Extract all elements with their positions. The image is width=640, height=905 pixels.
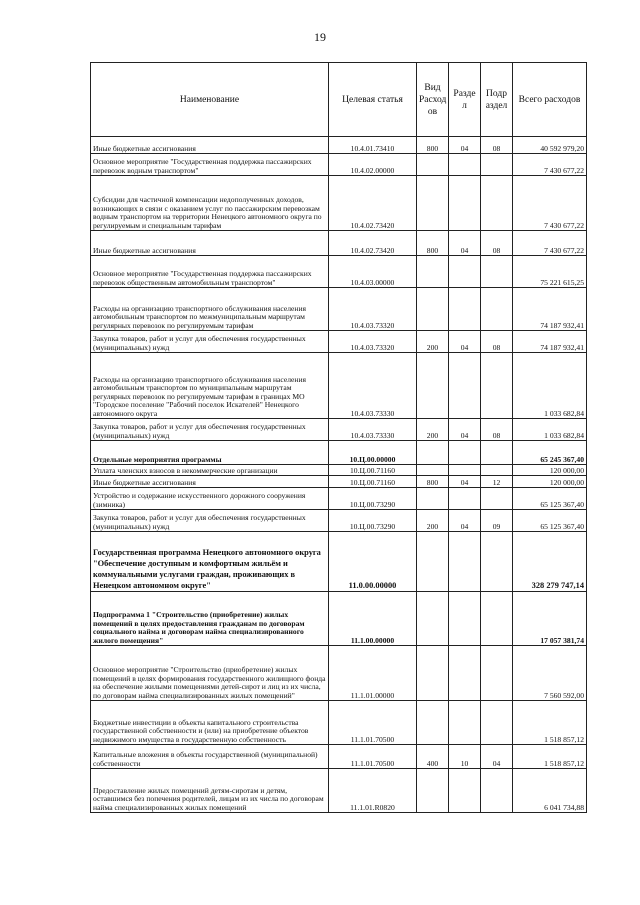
cell-vid: 200	[417, 510, 449, 532]
cell-vid	[417, 532, 449, 592]
table-row	[91, 465, 587, 476]
cell-razdel	[449, 488, 481, 510]
table-row	[91, 745, 587, 769]
cell-name: Расходы на организацию транспортного обслуживания населения автомобильным транспортом по муниципальным маршрутам регулярных перевозок по регулируемым тарифам в границах МО "Городское поселение "Рабочий поселок Искателей" Ненецкого автономного округа	[91, 353, 329, 419]
cell-vid: 800	[417, 476, 449, 488]
table-row	[91, 154, 587, 176]
cell-razdel: 04	[449, 231, 481, 256]
cell-code: 10.4.01.73410	[329, 137, 417, 154]
cell-podrazdel: 12	[481, 476, 513, 488]
cell-name: Закупка товаров, работ и услуг для обеспечения государственных (муниципальных) нужд	[91, 331, 329, 353]
cell-vid	[417, 646, 449, 701]
cell-name: Субсидии для частичной компенсации недополученных доходов, возникающих в связи с оказанием услуг по пассажирским перевозкам водным транспортом на территории Ненецкого автономного округа по регулируемым и специальным тарифам	[91, 176, 329, 231]
cell-vid	[417, 488, 449, 510]
cell-podrazdel	[481, 592, 513, 646]
cell-code: 11.1.01.00000	[329, 646, 417, 701]
cell-podrazdel	[481, 353, 513, 419]
cell-podrazdel: 09	[481, 510, 513, 532]
cell-code: 10.Ц.00.73290	[329, 510, 417, 532]
cell-podrazdel	[481, 176, 513, 231]
cell-podrazdel	[481, 532, 513, 592]
table-row	[91, 769, 587, 813]
budget-table	[90, 62, 587, 813]
table-row	[91, 476, 587, 488]
cell-total: 7 430 677,22	[513, 231, 587, 256]
cell-name: Расходы на организацию транспортного обслуживания населения автомобильным транспортом по межмуниципальным маршрутам регулярных перевозок по регулируемым тарифам	[91, 288, 329, 331]
header-podrazdel: Подр аздел	[481, 63, 513, 137]
cell-total: 74 187 932,41	[513, 331, 587, 353]
page-number: 19	[314, 30, 326, 44]
cell-podrazdel: 08	[481, 137, 513, 154]
cell-total: 40 592 979,20	[513, 137, 587, 154]
cell-name: Подпрограмма 1 "Строительство (приобретение) жилых помещений в целях предоставления гражданам по договорам социального найма и договорам найма специализированного жилого помещения"	[91, 592, 329, 646]
table-body	[91, 137, 587, 813]
cell-razdel: 10	[449, 745, 481, 769]
cell-name: Закупка товаров, работ и услуг для обеспечения государственных (муниципальных) нужд	[91, 510, 329, 532]
cell-podrazdel	[481, 154, 513, 176]
cell-name: Основное мероприятие "Строительство (приобретение) жилых помещений в целях формирования государственного жилищного фонда на обеспечение жилыми помещениями детей-сирот и лиц из их числа, по договорам найма специализированных жилых помещений"	[91, 646, 329, 701]
cell-razdel	[449, 154, 481, 176]
cell-podrazdel	[481, 465, 513, 476]
table-row	[91, 176, 587, 231]
cell-code: 10.4.02.00000	[329, 154, 417, 176]
table-row	[91, 510, 587, 532]
table-row	[91, 137, 587, 154]
cell-code: 10.4.02.73420	[329, 231, 417, 256]
cell-total: 17 057 381,74	[513, 592, 587, 646]
header-razdel: Разде л	[449, 63, 481, 137]
cell-vid	[417, 465, 449, 476]
cell-razdel: 04	[449, 331, 481, 353]
cell-code: 10.Ц.00.71160	[329, 476, 417, 488]
cell-code: 11.1.01.R0820	[329, 769, 417, 813]
table-row	[91, 701, 587, 745]
cell-vid: 400	[417, 745, 449, 769]
cell-total: 74 187 932,41	[513, 288, 587, 331]
cell-vid	[417, 256, 449, 288]
cell-code: 10.4.02.73420	[329, 176, 417, 231]
cell-razdel	[449, 288, 481, 331]
cell-total: 7 560 592,00	[513, 646, 587, 701]
cell-code: 11.1.01.70500	[329, 701, 417, 745]
cell-razdel	[449, 256, 481, 288]
cell-podrazdel	[481, 256, 513, 288]
cell-name: Отдельные мероприятия программы	[91, 441, 329, 465]
cell-name: Иные бюджетные ассигнования	[91, 231, 329, 256]
cell-total: 75 221 615,25	[513, 256, 587, 288]
cell-vid	[417, 769, 449, 813]
table-row	[91, 256, 587, 288]
cell-name: Предоставление жилых помещений детям-сиротам и детям, оставшимся без попечения родителей, лицам из их числа по договорам найма специализированных жилых помещений	[91, 769, 329, 813]
cell-podrazdel	[481, 488, 513, 510]
cell-total: 120 000,00	[513, 476, 587, 488]
cell-vid	[417, 441, 449, 465]
cell-code: 11.0.00.00000	[329, 532, 417, 592]
cell-code: 10.Ц.00.71160	[329, 465, 417, 476]
cell-name: Уплата членских взносов в некоммерческие организации	[91, 465, 329, 476]
table-row	[91, 532, 587, 592]
table-header-row	[91, 63, 587, 137]
cell-total: 1 518 857,12	[513, 745, 587, 769]
cell-vid	[417, 701, 449, 745]
cell-total: 65 125 367,40	[513, 488, 587, 510]
cell-podrazdel: 08	[481, 231, 513, 256]
table-row	[91, 331, 587, 353]
table-row	[91, 419, 587, 441]
header-name: Наименование	[91, 63, 329, 137]
cell-name: Государственная программа Ненецкого автономного округа "Обеспечение доступным и комфортным жильём и коммунальными услугами граждан, проживающих в Ненецком автономном округе"	[91, 532, 329, 592]
cell-razdel	[449, 353, 481, 419]
cell-podrazdel	[481, 701, 513, 745]
cell-vid: 200	[417, 419, 449, 441]
table-row	[91, 288, 587, 331]
cell-razdel	[449, 465, 481, 476]
table-row	[91, 353, 587, 419]
cell-total: 6 041 734,88	[513, 769, 587, 813]
cell-code: 10.4.03.73330	[329, 419, 417, 441]
cell-code: 11.1.01.70500	[329, 745, 417, 769]
cell-code: 10.4.03.73320	[329, 288, 417, 331]
cell-vid: 200	[417, 331, 449, 353]
cell-name: Основное мероприятие "Государственная поддержка пассажирских перевозок общественным автомобильным транспортом"	[91, 256, 329, 288]
cell-podrazdel	[481, 441, 513, 465]
cell-vid: 800	[417, 231, 449, 256]
cell-razdel	[449, 441, 481, 465]
cell-code: 10.Ц.00.73290	[329, 488, 417, 510]
cell-vid	[417, 288, 449, 331]
cell-razdel: 04	[449, 510, 481, 532]
cell-total: 1 033 682,84	[513, 353, 587, 419]
table-row	[91, 231, 587, 256]
table-row	[91, 592, 587, 646]
cell-total: 1 033 682,84	[513, 419, 587, 441]
cell-total: 1 518 857,12	[513, 701, 587, 745]
cell-vid	[417, 176, 449, 231]
cell-vid	[417, 154, 449, 176]
cell-total: 65 245 367,40	[513, 441, 587, 465]
cell-razdel	[449, 701, 481, 745]
table-row	[91, 488, 587, 510]
cell-razdel	[449, 176, 481, 231]
cell-vid: 800	[417, 137, 449, 154]
cell-total: 120 000,00	[513, 465, 587, 476]
cell-podrazdel	[481, 288, 513, 331]
cell-razdel: 04	[449, 476, 481, 488]
cell-code: 10.Ц.00.00000	[329, 441, 417, 465]
cell-podrazdel	[481, 646, 513, 701]
cell-name: Иные бюджетные ассигнования	[91, 137, 329, 154]
cell-podrazdel: 08	[481, 331, 513, 353]
cell-razdel: 04	[449, 137, 481, 154]
cell-razdel	[449, 769, 481, 813]
cell-total: 328 279 747,14	[513, 532, 587, 592]
cell-code: 10.4.03.73330	[329, 353, 417, 419]
header-vid: Вид Расход ов	[417, 63, 449, 137]
header-code: Целевая статья	[329, 63, 417, 137]
cell-razdel	[449, 592, 481, 646]
cell-razdel	[449, 646, 481, 701]
cell-name: Иные бюджетные ассигнования	[91, 476, 329, 488]
cell-vid	[417, 353, 449, 419]
cell-razdel: 04	[449, 419, 481, 441]
cell-name: Устройство и содержание искусственного дорожного сооружения (зимника)	[91, 488, 329, 510]
cell-total: 65 125 367,40	[513, 510, 587, 532]
table-row	[91, 441, 587, 465]
cell-razdel	[449, 532, 481, 592]
cell-total: 7 430 677,22	[513, 176, 587, 231]
cell-code: 11.1.00.00000	[329, 592, 417, 646]
cell-total: 7 430 677,22	[513, 154, 587, 176]
cell-code: 10.4.03.00000	[329, 256, 417, 288]
header-total: Всего расходов	[513, 63, 587, 137]
cell-name: Основное мероприятие "Государственная поддержка пассажирских перевозок водным транспортом"	[91, 154, 329, 176]
cell-podrazdel: 04	[481, 745, 513, 769]
cell-code: 10.4.03.73320	[329, 331, 417, 353]
cell-vid	[417, 592, 449, 646]
table-row	[91, 646, 587, 701]
cell-name: Бюджетные инвестиции в объекты капитального строительства государственной собственности и (или) на приобретение объектов недвижимого имущества в государственную собственность	[91, 701, 329, 745]
cell-name: Капитальные вложения в объекты государственной (муниципальной) собственности	[91, 745, 329, 769]
cell-podrazdel: 08	[481, 419, 513, 441]
cell-name: Закупка товаров, работ и услуг для обеспечения государственных (муниципальных) нужд	[91, 419, 329, 441]
cell-podrazdel	[481, 769, 513, 813]
